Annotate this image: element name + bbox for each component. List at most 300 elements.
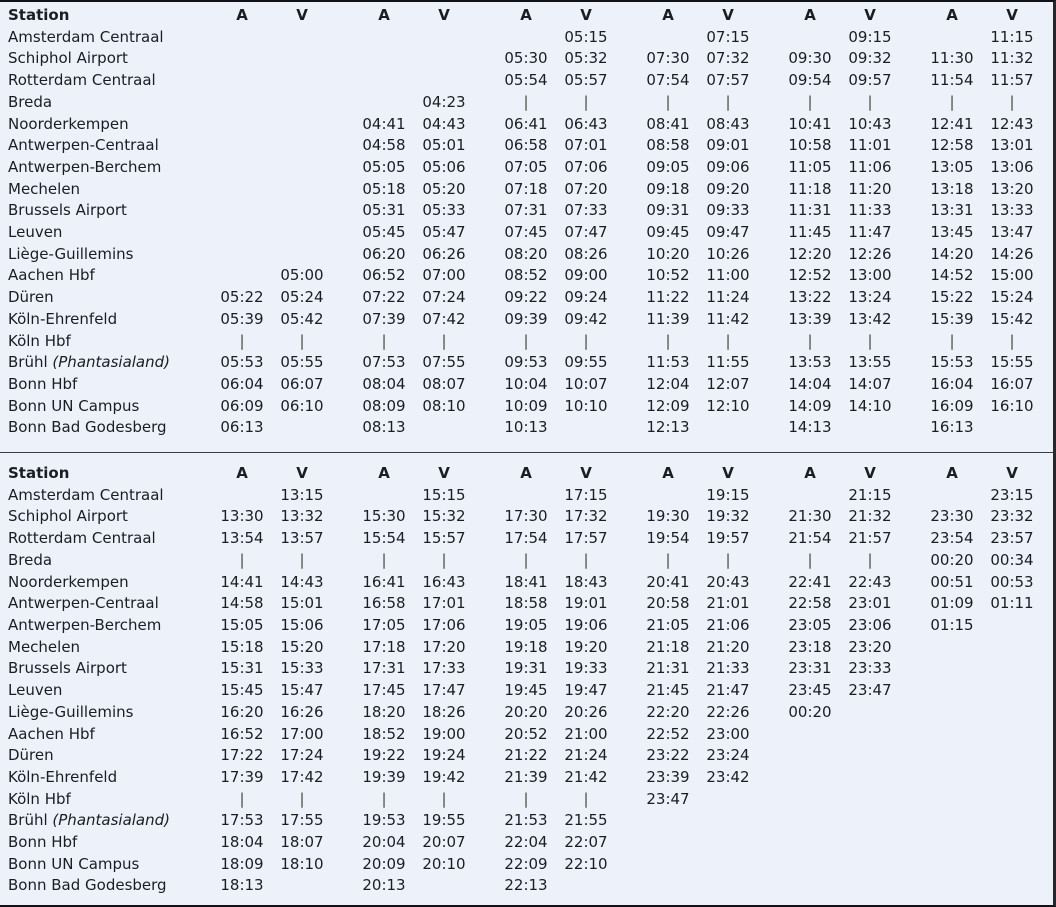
time-cell: 05:33 <box>422 201 466 220</box>
pass-through-marker: | <box>441 550 447 569</box>
time-cell: 07:53 <box>362 353 406 372</box>
time-cell: 17:55 <box>280 811 324 830</box>
column-header-departure: V <box>864 6 876 24</box>
column-spacer <box>616 745 638 767</box>
column-spacer <box>332 615 354 637</box>
station-name: Köln Hbf <box>8 789 71 808</box>
time-cell: 14:20 <box>930 244 974 263</box>
time-cell: 05:00 <box>280 266 324 285</box>
time-cell: 14:41 <box>220 572 264 591</box>
pass-through-marker: | <box>523 550 529 569</box>
time-cell: 23:30 <box>930 507 974 526</box>
empty-time-cell <box>840 702 900 724</box>
column-spacer <box>1042 789 1056 811</box>
station-name: Antwerpen-Centraal <box>8 594 159 613</box>
empty-time-cell <box>922 875 982 897</box>
time-cell: 15:06 <box>280 615 324 634</box>
column-spacer <box>616 265 638 287</box>
empty-time-cell <box>922 724 982 746</box>
column-spacer <box>900 244 922 266</box>
column-spacer <box>616 70 638 92</box>
station-name: Düren <box>8 746 54 765</box>
time-cell: 23:54 <box>930 529 974 548</box>
time-cell: 14:10 <box>848 396 892 415</box>
column-spacer <box>474 875 496 897</box>
column-spacer <box>474 593 496 615</box>
time-cell: 19:01 <box>564 594 608 613</box>
time-cell: 17:57 <box>564 529 608 548</box>
time-cell: 10:52 <box>646 266 690 285</box>
time-cell: 16:07 <box>990 374 1034 393</box>
time-cell: 01:15 <box>930 615 974 634</box>
column-spacer <box>474 810 496 832</box>
empty-time-cell <box>840 724 900 746</box>
station-name: Bonn Bad Godesberg <box>8 418 167 437</box>
empty-time-cell <box>698 832 758 854</box>
column-spacer <box>758 157 780 179</box>
empty-time-cell <box>840 832 900 854</box>
column-spacer <box>900 92 922 114</box>
column-spacer <box>474 396 496 418</box>
empty-time-cell <box>272 48 332 70</box>
column-spacer <box>900 875 922 897</box>
time-cell: 12:52 <box>788 266 832 285</box>
time-cell: 10:58 <box>788 136 832 155</box>
column-spacer <box>474 854 496 876</box>
column-spacer <box>900 702 922 724</box>
station-name: Aachen Hbf <box>8 724 95 743</box>
time-cell: 21:57 <box>848 529 892 548</box>
column-spacer <box>474 485 496 507</box>
empty-time-cell <box>212 485 272 507</box>
time-cell: 15:31 <box>220 659 264 678</box>
time-cell: 07:30 <box>646 49 690 68</box>
empty-time-cell <box>272 417 332 439</box>
column-spacer <box>474 374 496 396</box>
time-cell: 09:05 <box>646 157 690 176</box>
time-cell: 23:32 <box>990 507 1034 526</box>
pass-through-marker: | <box>665 550 671 569</box>
station-name: Köln-Ehrenfeld <box>8 767 118 786</box>
empty-time-cell <box>698 875 758 897</box>
column-spacer <box>616 615 638 637</box>
pass-through-marker: | <box>807 550 813 569</box>
empty-time-cell <box>982 637 1042 659</box>
station-name: Brühl (Phantasialand) <box>8 353 170 372</box>
time-cell: 21:30 <box>788 507 832 526</box>
time-cell: 15:53 <box>930 353 974 372</box>
empty-time-cell <box>698 417 758 439</box>
station-row <box>0 789 1056 811</box>
pass-through-marker: | <box>381 789 387 808</box>
column-spacer <box>474 222 496 244</box>
column-spacer <box>616 179 638 201</box>
time-cell: 22:52 <box>646 724 690 743</box>
time-cell: 21:24 <box>564 746 608 765</box>
time-cell: 07:54 <box>646 71 690 90</box>
column-header-departure: V <box>296 464 308 483</box>
column-spacer <box>332 854 354 876</box>
column-header-departure: V <box>722 6 734 24</box>
column-spacer <box>616 200 638 222</box>
pass-through-marker: | <box>441 789 447 808</box>
time-cell: 09:55 <box>564 353 608 372</box>
time-cell: 07:01 <box>564 136 608 155</box>
time-cell: 15:24 <box>990 288 1034 307</box>
time-cell: 07:18 <box>504 179 548 198</box>
time-cell: 13:53 <box>788 353 832 372</box>
time-cell: 09:42 <box>564 309 608 328</box>
column-spacer <box>1042 875 1056 897</box>
time-cell: 06:52 <box>362 266 406 285</box>
time-cell: 07:33 <box>564 201 608 220</box>
column-spacer <box>332 463 354 485</box>
column-spacer <box>332 550 354 572</box>
empty-time-cell <box>638 810 698 832</box>
time-cell: 17:31 <box>362 659 406 678</box>
column-spacer <box>900 157 922 179</box>
pass-through-marker: | <box>381 331 387 350</box>
time-cell: 17:47 <box>422 681 466 700</box>
station-row <box>0 658 1056 680</box>
station-name: Rotterdam Centraal <box>8 529 156 548</box>
column-spacer <box>616 832 638 854</box>
time-cell: 23:47 <box>848 681 892 700</box>
column-spacer <box>1042 5 1056 27</box>
column-spacer <box>474 724 496 746</box>
station-row <box>0 417 1056 439</box>
time-cell: 17:53 <box>220 811 264 830</box>
empty-time-cell <box>840 810 900 832</box>
time-cell: 07:15 <box>706 27 750 46</box>
pass-through-marker: | <box>523 92 529 111</box>
column-spacer <box>1042 832 1056 854</box>
station-name: Antwerpen-Centraal <box>8 136 159 155</box>
column-spacer <box>332 396 354 418</box>
time-cell: 22:10 <box>564 854 608 873</box>
station-name: Antwerpen-Berchem <box>8 615 162 634</box>
column-header-arrival: A <box>804 6 816 24</box>
time-cell: 09:00 <box>564 266 608 285</box>
column-spacer <box>616 396 638 418</box>
station-name: Leuven <box>8 681 63 700</box>
time-cell: 17:33 <box>422 659 466 678</box>
column-spacer <box>474 680 496 702</box>
station-row <box>0 615 1056 637</box>
column-spacer <box>1042 200 1056 222</box>
empty-time-cell <box>496 485 556 507</box>
column-spacer <box>474 92 496 114</box>
time-cell: 19:39 <box>362 767 406 786</box>
empty-time-cell <box>982 724 1042 746</box>
column-spacer <box>1042 287 1056 309</box>
column-spacer <box>758 244 780 266</box>
column-spacer <box>474 506 496 528</box>
time-cell: 07:39 <box>362 309 406 328</box>
time-cell: 11:47 <box>848 223 892 242</box>
empty-time-cell <box>414 875 474 897</box>
column-spacer <box>332 309 354 331</box>
timetable-first-half <box>0 5 1056 439</box>
time-cell: 11:32 <box>990 49 1034 68</box>
column-spacer <box>332 875 354 897</box>
column-spacer <box>1042 528 1056 550</box>
station-name: Liège-Guillemins <box>8 244 134 263</box>
pass-through-marker: | <box>949 331 955 350</box>
empty-time-cell <box>922 485 982 507</box>
time-cell: 15:00 <box>990 266 1034 285</box>
column-spacer <box>474 179 496 201</box>
column-spacer <box>900 528 922 550</box>
column-spacer <box>474 309 496 331</box>
column-spacer <box>616 767 638 789</box>
column-spacer <box>900 396 922 418</box>
time-cell: 12:09 <box>646 396 690 415</box>
pass-through-marker: | <box>583 92 589 111</box>
column-spacer <box>900 637 922 659</box>
station-row <box>0 506 1056 528</box>
column-spacer <box>758 875 780 897</box>
pass-through-marker: | <box>807 92 813 111</box>
time-cell: 13:18 <box>930 179 974 198</box>
empty-time-cell <box>556 875 616 897</box>
column-spacer <box>474 244 496 266</box>
time-cell: 05:32 <box>564 49 608 68</box>
column-spacer <box>1042 114 1056 136</box>
time-cell: 15:33 <box>280 659 324 678</box>
station-name: Noorderkempen <box>8 114 129 133</box>
time-cell: 12:10 <box>706 396 750 415</box>
time-cell: 05:45 <box>362 223 406 242</box>
column-spacer <box>900 680 922 702</box>
time-cell: 17:05 <box>362 615 406 634</box>
column-header-station: Station <box>8 6 70 24</box>
time-cell: 22:20 <box>646 702 690 721</box>
column-header-arrival: A <box>236 6 248 24</box>
time-cell: 15:22 <box>930 288 974 307</box>
empty-time-cell <box>212 70 272 92</box>
time-cell: 11:54 <box>930 71 974 90</box>
column-spacer <box>758 767 780 789</box>
time-cell: 17:30 <box>504 507 548 526</box>
column-spacer <box>332 331 354 353</box>
time-cell: 11:01 <box>848 136 892 155</box>
column-spacer <box>758 331 780 353</box>
column-spacer <box>332 593 354 615</box>
column-spacer <box>616 352 638 374</box>
column-spacer <box>758 396 780 418</box>
time-cell: 11:15 <box>990 27 1034 46</box>
station-name: Bonn UN Campus <box>8 396 140 415</box>
time-cell: 23:05 <box>788 615 832 634</box>
time-cell: 21:32 <box>848 507 892 526</box>
station-row <box>0 854 1056 876</box>
station-name: Schiphol Airport <box>8 49 128 68</box>
empty-time-cell <box>922 854 982 876</box>
empty-time-cell <box>840 854 900 876</box>
column-spacer <box>900 70 922 92</box>
column-spacer <box>758 222 780 244</box>
time-cell: 17:22 <box>220 746 264 765</box>
empty-time-cell <box>212 179 272 201</box>
time-cell: 16:26 <box>280 702 324 721</box>
column-spacer <box>616 854 638 876</box>
time-cell: 04:58 <box>362 136 406 155</box>
time-cell: 06:09 <box>220 396 264 415</box>
empty-time-cell <box>922 832 982 854</box>
station-name: Bonn Bad Godesberg <box>8 876 167 895</box>
column-spacer <box>474 789 496 811</box>
empty-time-cell <box>982 658 1042 680</box>
time-cell: 20:13 <box>362 876 406 895</box>
time-cell: 20:58 <box>646 594 690 613</box>
empty-time-cell <box>698 854 758 876</box>
column-spacer <box>474 528 496 550</box>
time-cell: 21:33 <box>706 659 750 678</box>
time-cell: 19:05 <box>504 615 548 634</box>
time-cell: 15:20 <box>280 637 324 656</box>
column-spacer <box>1042 637 1056 659</box>
column-spacer <box>332 810 354 832</box>
time-cell: 17:18 <box>362 637 406 656</box>
time-cell: 19:33 <box>564 659 608 678</box>
empty-time-cell <box>982 810 1042 832</box>
station-name: Liège-Guillemins <box>8 702 134 721</box>
empty-time-cell <box>272 222 332 244</box>
time-cell: 11:45 <box>788 223 832 242</box>
column-spacer <box>332 417 354 439</box>
time-cell: 13:30 <box>220 507 264 526</box>
column-spacer <box>616 658 638 680</box>
time-cell: 09:45 <box>646 223 690 242</box>
time-cell: 21:45 <box>646 681 690 700</box>
time-cell: 01:09 <box>930 594 974 613</box>
empty-time-cell <box>638 832 698 854</box>
column-spacer <box>758 265 780 287</box>
column-spacer <box>332 506 354 528</box>
time-cell: 20:20 <box>504 702 548 721</box>
time-cell: 08:20 <box>504 244 548 263</box>
time-cell: 07:45 <box>504 223 548 242</box>
column-spacer <box>332 135 354 157</box>
column-header-arrival: A <box>662 6 674 24</box>
empty-time-cell <box>780 875 840 897</box>
column-spacer <box>616 222 638 244</box>
station-row <box>0 309 1056 331</box>
column-spacer <box>332 374 354 396</box>
time-cell: 15:15 <box>422 485 466 504</box>
column-spacer <box>900 789 922 811</box>
station-name: Breda <box>8 92 53 111</box>
time-cell: 21:39 <box>504 767 548 786</box>
time-cell: 09:06 <box>706 157 750 176</box>
column-spacer <box>332 222 354 244</box>
station-name: Bonn UN Campus <box>8 854 140 873</box>
station-row <box>0 331 1056 353</box>
empty-time-cell <box>272 875 332 897</box>
time-cell: 05:18 <box>362 179 406 198</box>
pass-through-marker: | <box>523 789 529 808</box>
time-cell: 12:07 <box>706 374 750 393</box>
time-cell: 05:30 <box>504 49 548 68</box>
empty-time-cell <box>982 875 1042 897</box>
time-cell: 21:31 <box>646 659 690 678</box>
station-row <box>0 396 1056 418</box>
pass-through-marker: | <box>807 331 813 350</box>
time-cell: 06:04 <box>220 374 264 393</box>
column-spacer <box>332 179 354 201</box>
column-spacer <box>1042 265 1056 287</box>
time-cell: 18:20 <box>362 702 406 721</box>
time-cell: 11:53 <box>646 353 690 372</box>
column-spacer <box>758 745 780 767</box>
time-cell: 23:47 <box>646 789 690 808</box>
empty-time-cell <box>212 265 272 287</box>
time-cell: 07:24 <box>422 288 466 307</box>
empty-time-cell <box>354 485 414 507</box>
empty-time-cell <box>922 680 982 702</box>
station-row <box>0 702 1056 724</box>
column-spacer <box>1042 680 1056 702</box>
time-cell: 13:39 <box>788 309 832 328</box>
time-cell: 16:09 <box>930 396 974 415</box>
column-spacer <box>616 92 638 114</box>
time-cell: 23:31 <box>788 659 832 678</box>
station-row <box>0 157 1056 179</box>
empty-time-cell <box>272 244 332 266</box>
column-spacer <box>332 789 354 811</box>
empty-time-cell <box>982 789 1042 811</box>
time-cell: 21:20 <box>706 637 750 656</box>
column-spacer <box>758 417 780 439</box>
empty-time-cell <box>922 789 982 811</box>
time-cell: 06:10 <box>280 396 324 415</box>
station-row <box>0 265 1056 287</box>
time-cell: 11:22 <box>646 288 690 307</box>
empty-time-cell <box>638 485 698 507</box>
column-spacer <box>332 200 354 222</box>
column-spacer <box>758 463 780 485</box>
column-spacer <box>900 593 922 615</box>
station-row <box>0 48 1056 70</box>
empty-time-cell <box>780 724 840 746</box>
time-cell: 19:53 <box>362 811 406 830</box>
column-spacer <box>474 5 496 27</box>
column-spacer <box>1042 70 1056 92</box>
column-spacer <box>758 789 780 811</box>
column-spacer <box>758 309 780 331</box>
time-cell: 00:34 <box>990 550 1034 569</box>
time-cell: 10:26 <box>706 244 750 263</box>
station-row <box>0 352 1056 374</box>
column-spacer <box>474 767 496 789</box>
column-spacer <box>900 615 922 637</box>
time-cell: 09:30 <box>788 49 832 68</box>
column-spacer <box>474 615 496 637</box>
time-cell: 18:13 <box>220 876 264 895</box>
time-cell: 21:00 <box>564 724 608 743</box>
station-row <box>0 550 1056 572</box>
column-spacer <box>1042 374 1056 396</box>
column-spacer <box>758 593 780 615</box>
empty-time-cell <box>698 789 758 811</box>
time-cell: 11:39 <box>646 309 690 328</box>
column-spacer <box>474 463 496 485</box>
time-cell: 08:09 <box>362 396 406 415</box>
time-cell: 18:10 <box>280 854 324 873</box>
column-spacer <box>332 485 354 507</box>
station-row <box>0 27 1056 49</box>
